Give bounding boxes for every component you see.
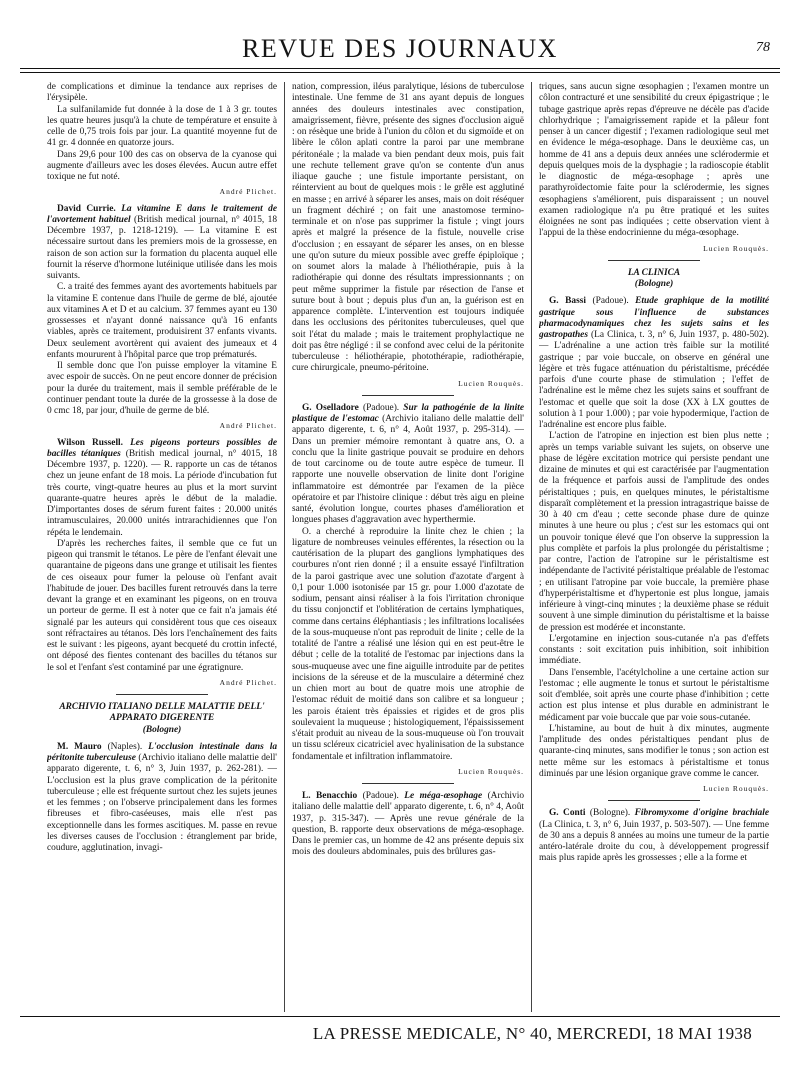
author-place: (Padoue). bbox=[362, 791, 399, 801]
column-3 bbox=[539, 82, 769, 1007]
author-signature: Lucien Rouquès. bbox=[458, 766, 524, 776]
article-author: G. Bassi bbox=[549, 296, 586, 307]
journal-section-title: REVUE DES JOURNAUX bbox=[242, 34, 558, 63]
article-intro bbox=[292, 791, 524, 859]
paragraph: L'ergotamine en injection sous-cutanée n'a pas d'effets constants : soit excitation puis inhibition, soit inhibition immédiate. bbox=[539, 633, 769, 667]
article-reference: (La Clinica, t. 3, n° 6, Juin 1937, p. 480-502). — L'adrénaline a une action très faible sur la motilité gastrique ; par voie buccale, on observe en général une légère et très fugace atténuation du péristaltisme, précédée parfois d'une courte phase de stimulation ; l'effet de l'adrénaline est le même chez les sujets sains et souffrant de l'estomac et quelle que soit la dose (XX à LX gouttes de solution à 1 pour 1.000) ; par voie hypodermique, l'action de l'adrénaline est encore plus faible. bbox=[539, 330, 769, 430]
review-heading: ARCHIVIO ITALIANO DELLE MALATTIE DELL' APPARATO DIGERENTE bbox=[59, 702, 265, 724]
article-author: G. Conti bbox=[549, 808, 586, 819]
author-signature: Lucien Rouquès. bbox=[458, 378, 524, 388]
paragraph: nation, compression, iléus paralytique, lésions de tuberculose intestinale. Une femme de 31 ans ayant depuis de longues années des douleurs intestinales avec constipation, amaigrissement, fièvre, présente des signes d'occlusion aiguë : on résèque une bride à l'union du côlon et du sigmoïde et on libère le côlon aplati contre la paroi par une membrane péritonéale ; la malade va bien pendant deux mois, puis fait une rechute tellement grave qu'on se contente d'un anus iliaque gauche ; une fistule importante persistant, on réintervient au bout de quelques mois : le grêle est agglutiné en masse ; en arrivé à séparer les anses, mais on doit réséquer un fragment déchiré ; on fait une anastomose termino-terminale et on n'ose pas supprimer la fistule ; vingt jours après et malgré la présence de la fistule, nouvelle crise d'occlusion ; en essayant de séparer les anses, on en blesse une qu'on suture du mieux possible avec greffe épiploïque ; on soumet alors la malade à l'héliothérapie, puis à la radiothérapie qui donne des résultats impressionnants ; on peut même supprimer la fistule par résection de l'anse et suture bout à bout ; depuis plus d'un an, la guérison est en apparence complète. L'intervention est toujours indiquée dans les occlusions des péritonites tuberculeuses, quel que soit l'état du malade ; mais le traitement prophylactique ne doit pas être négligé : il se confond avec celui de la péritonite tuberculeuse : héliothérapie, photothérapie, radiothérapie, cure chirurgicale, pneumo-péritoine. bbox=[292, 82, 524, 374]
author-signature: Lucien Rouquès. bbox=[703, 243, 769, 253]
article-author: David Currie. bbox=[57, 203, 116, 214]
author-signature: Lucien Rouquès. bbox=[703, 784, 769, 793]
paragraph: L'histamine, au bout de huit à dix minutes, augmente l'amplitude des ondes péristaltiques pendant plus de quarante-cinq minutes, sans modifier le tonus ; son action est nette même sur les estomacs à péristaltisme et tonus diminués par une lésion organique grave comme le cancer. bbox=[539, 723, 769, 779]
article-reference: (British medical journal, n° 4015, 18 Décembre 1937, p. 1218-1219). — La vitamine E est nécessaire surtout dans les premiers mois de la grossesse, en raison de son action sur la formation du placenta auquel elle fournit la réserve d'hormone lutéinique utilisée dans les mois suivants. bbox=[47, 214, 277, 281]
article-reference: (Archivio italiano delle malattie dell' apparato digerente, t. 6, n° 4, Août 1937, p. 315-347). — Après une revue générale de la question, B. rapporte deux observations de méga-œsophage. Dans le premier cas, un homme de 42 ans présente depuis six mois des douleurs abdominales, puis des brûlures gas- bbox=[292, 791, 524, 858]
header-rule-secondary bbox=[20, 72, 780, 73]
article-intro bbox=[47, 204, 277, 283]
article-author: M. Mauro bbox=[57, 741, 102, 752]
article-reference: (Archivio italiano delle malattie dell' apparato digerente, t. 6, n° 3, Juin 1937, p. 262-281). — L'occlusion est la plus grave complication de la péritonite tuberculeuse ; elle est fréquente surtout chez les sujets jeunes et les femmes ; on l'observe principalement dans les formes fibreuses et fibro-caséeuses, mais elle n'est pas exceptionnelle dans les formes ascitiques. M. passe en revue les diverses causes de l'occlusion : étranglement par bride, coudure, agglutination, invagi- bbox=[47, 753, 277, 853]
paragraph: Dans l'ensemble, l'acétylcholine a une certaine action sur l'estomac ; elle augmente le tonus et surtout le péristaltisme soit d'emblée, soit après une courte phase d'inhibition ; cette action est plus intense et plus durable en administrant le médicament par voie buccale que par voie sous-cutanée. bbox=[539, 667, 769, 723]
paragraph: Dans 29,6 pour 100 des cas on observa de la cyanose qui augmente d'ailleurs avec les doses élevées. Aucun autre effet toxique ne fut noté. bbox=[47, 149, 277, 182]
paragraph: O. a cherché à reproduire la linite chez le chien ; la ligature de nombreuses veinules efférentes, la résection ou la cautérisation de la plupart des ganglions lymphatiques des courbures n'ont rien donné ; il a ensuite essayé l'infiltration de la paroi gastrique avec une solution d'azotate d'argent à 0,1 pour 1.000 isotonisée par 15 gr. pour 1.000 d'azotate de sodium, pensant ainsi réaliser à la fois l'irritation chronique du tissu conjonctif et l'oblitération de certains lymphatiques, comme dans certains éléphantiasis ; les infiltrations localisées de la sous-muqueuse n'ont pas reproduit de linite ; celle de la totalité de l'antre a réalisé une lésion qui en est peut-être le début ; celle de la totalité de l'estomac par injections dans la sous-muqueuse avec une fine aiguille introduite par de petites incisions de la séreuse et de la musculaire a déterminé chez un chien mort au bout de quatre mois une atrophie de l'estomac réduit de moitié dans son calibre et sa longueur ; les parois étaient très épaissies et rigides et de gros plis soulevaient la muqueuse ; histologiquement, l'épaississement s'était produit au niveau de la sous-muqueuse où l'on trouvait un tissu scléreux cicatriciel avec hyalinisation de la substance fondamentale et infiltration inflammatoire. bbox=[292, 526, 524, 762]
author-place: (Naples). bbox=[107, 741, 143, 752]
column-divider bbox=[531, 82, 532, 1012]
article-intro bbox=[47, 438, 277, 539]
author-signature: André Plichet. bbox=[219, 421, 277, 431]
paragraph: L'action de l'atropine en injection est bien plus nette ; après un temps variable suivant les sujets, on observe une phase de légère excitation motrice qui persiste pendant une dizaine de minutes et qui est caractérisée par l'augmentation de la fréquence et parfois aussi de l'amplitude des ondes péristaltiques ; puis, en quelques minutes, le péristaltisme disparaît complètement et la pression intragastrique baisse de 30 à 40 cm d'eau ; cette seconde phase dure de quinze minutes à une heure ou plus ; c'est sur les estomacs qui ont un pouvoir tonique élevé que l'on observe la suppression la plus complète et parfois la plus prolongée du péristaltisme ; par contre, l'action de l'atropine sur le péristaltisme est indépendante de l'activité péristaltique préalable de l'estomac ; en utilisant l'atropine par voie buccale, la première phase d'hyperpéristaltisme et d'hypertonie est plus longue, jamais inférieure à vingt-cinq minutes ; la deuxième phase se réduit souvent à une simple diminution du péristaltisme et la baisse de pression est modérée et inconstante. bbox=[539, 431, 769, 633]
article-reference: (Archivio italiano delle malattie dell' apparato digerente, t. 6, n° 4, Août 1937, p. 295-314). — Dans un premier mémoire remontant à quatre ans, O. a conclu que la linite gastrique pouvait se produire en dehors de tout carcinome ou de toute autre espèce de tumeur. Il rapporte une nouvelle observation de linite dont l'origine inflammatoire est démontrée par l'examen de la pièce opératoire et par l'histoire clinique : début très aigu en pleine santé, évolution longue, courtes phases d'amélioration et longues phases d'aggravation avec hyperthermie. bbox=[292, 414, 524, 526]
column-divider bbox=[284, 82, 285, 1012]
section-separator bbox=[608, 260, 700, 261]
author-place: (Bologne). bbox=[589, 808, 631, 819]
article-intro bbox=[292, 403, 524, 527]
section-separator bbox=[362, 395, 455, 396]
article-author: G. Oselladore bbox=[302, 402, 359, 413]
author-signature: André Plichet. bbox=[219, 677, 277, 687]
section-separator bbox=[116, 694, 208, 695]
paragraph: triques, sans aucun signe œsophagien ; l'examen montre un côlon contracturé et une sensibilité du creux épigastrique ; le tubage gastrique après repas d'épreuve ne décèle pas d'acide chlorhydrique ; l'amaigrissement rapide et la pâleur font penser à un cancer digestif ; l'examen radiologique seul met en évidence le méga-œsophage. Dans le deuxième cas, un homme de 41 ans a depuis deux années une sclérodermie et depuis quelques mois de la dysphagie ; la radioscopie établit le diagnostic de méga-œsophage ; après une parathyroïdectomie faite pour la sclérodermie, les signes œsophagiens s'améliorent, puis disparaissent ; un nouvel examen radiologique n'a pu être pratiqué et les suites éloignées ne sont pas indiquées ; cette observation vient à l'appui de la thèse endocrinienne du méga-œsophage. bbox=[539, 82, 769, 239]
article-reference: (La Clinica, t. 3, n° 6, Juin 1937, p. 503-507). — Une femme de 30 ans a depuis 8 années au moins une tumeur de la partie antéro-latérale droite du cou, à développement progressif mais plus rapide après les grossesses ; elle a la forme et bbox=[539, 819, 769, 864]
section-separator bbox=[362, 783, 455, 784]
article-title: Le méga-œsophage bbox=[404, 791, 483, 801]
paragraph: C. a traité des femmes ayant des avortements habituels par la vitamine E contenue dans l'huile de germe de blé, ajoutée aux vitamines A et D et au calcium. 37 femmes ayant eu 130 grossesses et n'ayant donné naissance qu'à 16 enfants viables, après ce traitement, produisirent 37 enfants vivants. Deux seulement avortèrent qui avaient des jumeaux et 4 enfants moururent à l'hôpital parce que trop prématurés. bbox=[47, 282, 277, 360]
article-title: Les pigeons porteurs possibles de bacilles tétaniques bbox=[47, 437, 277, 459]
article-intro bbox=[47, 742, 277, 855]
paragraph: Il semble donc que l'on puisse employer la vitamine E avec espoir de succès. On ne peut encore donner de précision pour la durée du traitement, mais il semble préférable de le continuer pendant toute la durée de la grossesse à la dose de 0 cmc 18, par jour, d'huile de germe de blé. bbox=[47, 361, 277, 416]
article-title: Sur la pathogénie de la linite plastique de l'estomac bbox=[292, 402, 524, 424]
publication-line: LA PRESSE MEDICALE, N° 40, MERCREDI, 18 MAI 1938 bbox=[312, 1024, 752, 1043]
header-rule bbox=[20, 68, 780, 69]
footer-rule bbox=[20, 1016, 780, 1017]
review-heading: LA CLINICA bbox=[627, 267, 681, 278]
paragraph: de complications et diminue la tendance aux reprises de l'érysipèle. bbox=[47, 82, 277, 104]
article-title: L'occlusion intestinale dans la péritonite tuberculeuse bbox=[47, 741, 277, 763]
article-intro bbox=[539, 296, 769, 431]
review-city: (Bologne) bbox=[142, 724, 182, 735]
article-intro bbox=[539, 808, 769, 864]
article-reference: (British medical journal, n° 4015, 18 Décembre 1937, p. 1220). — R. rapporte un cas de tétanos chez un jeune enfant de 18 mois. La période d'incubation fut très courte, vingt-quatre heures au plus et la mort survint quarante-quatre heures après le début de la maladie. D'importantes doses de sérum furent faites : 20.000 unités intramusculaires, 20.000 unités intrarachidiennes que l'on répéta le lendemain. bbox=[47, 448, 277, 538]
author-place: (Padoue). bbox=[592, 296, 629, 307]
page-footer bbox=[20, 1024, 780, 1054]
section-separator bbox=[608, 800, 700, 801]
article-author: Wilson Russell. bbox=[57, 437, 124, 448]
article-title: Etude graphique de la motilité gastrique sous l'influence de substances pharmacodynamiques chez les sujets sains et les gastropathes bbox=[539, 296, 769, 340]
review-city: (Bologne) bbox=[634, 279, 674, 289]
article-title: La vitamine E dans le traitement de l'avortement habituel bbox=[47, 203, 277, 225]
page-header bbox=[20, 30, 780, 70]
page-number: 78 bbox=[756, 40, 770, 55]
article-author: L. Benacchio bbox=[302, 791, 358, 801]
author-place: (Padoue). bbox=[362, 402, 400, 413]
author-signature: André Plichet. bbox=[219, 187, 277, 197]
paragraph: D'après les recherches faites, il semble que ce fut un pigeon qui transmit le tétanos. Le père de l'enfant élevait une quarantaine de pigeons dans une grange et utilisait les fientes de ces oiseaux pour fumer la pelouse où l'enfant avait l'habitude de jouer. Des bacilles furent retrouvés dans la terre devant la grange et en examinant les pigeons, on en trouva un porteur de germe. Il est à noter que ce fait n'a jamais été signalé par les auteurs qui considèrent tous que ces oiseaux sont réfractaires au tétanos. Dès lors l'enchaînement des faits est le suivant : les pigeons, ayant becqueté du crottin infecté, ont déposé des fientes contenant des bacilles du tétanos sur le sol et l'enfant s'est contaminé par une égratignure. bbox=[47, 538, 277, 673]
column-2 bbox=[292, 82, 524, 1007]
article-title: Fibromyxome d'origine brachiale bbox=[634, 808, 769, 819]
column-1 bbox=[47, 82, 277, 1007]
paragraph: La sulfanilamide fut donnée à la dose de 1 à 3 gr. toutes les quatre heures jusqu'à la chute de température et ensuite à celle de 0,75 trois fois par jour. La quantité moyenne fut de 41 gr. 4 donnée en quatorze jours. bbox=[47, 104, 277, 149]
